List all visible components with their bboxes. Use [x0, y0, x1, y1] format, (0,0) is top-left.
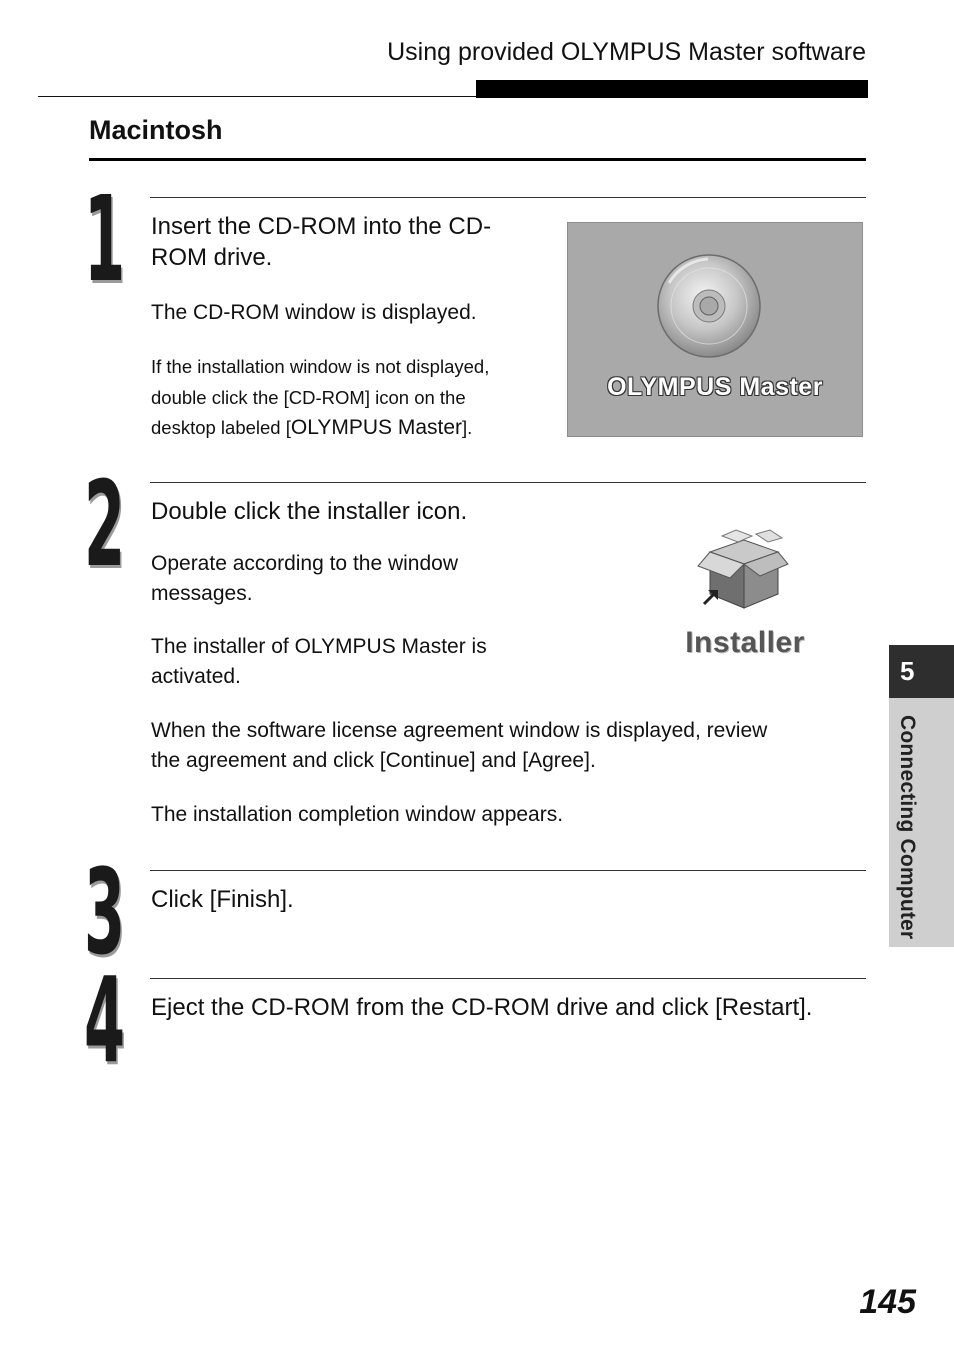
chapter-side-tab	[889, 645, 954, 947]
step-1-note-line3	[151, 413, 489, 444]
step-3-rule	[150, 870, 866, 871]
installer-icon-label: Installer	[685, 626, 805, 659]
step-1-result: The CD-ROM window is displayed.	[151, 301, 477, 324]
step-4-heading: Eject the CD-ROM from the CD-ROM drive and click [Restart].	[151, 994, 813, 1021]
cd-rom-icon-label: OLYMPUS Master	[607, 373, 823, 401]
chapter-title: Connecting Computer	[896, 715, 919, 940]
step-4-number: 4	[84, 951, 126, 1089]
running-header: Using provided OLYMPUS Master software	[387, 38, 866, 66]
step-1-heading-line1: Insert the CD-ROM into the CD-	[151, 213, 492, 240]
step-2-text-3-line2: the agreement and click [Continue] and [Agree].	[151, 749, 596, 772]
cd-rom-icon-figure	[567, 222, 863, 437]
page-number: 145	[859, 1283, 916, 1321]
step-1-number: 1	[84, 170, 126, 308]
step-2-heading: Double click the installer icon.	[151, 498, 468, 525]
installer-icon-figure	[660, 522, 830, 662]
step-1-note-line1: If the installation window is not displayed,	[151, 356, 490, 377]
step-2-text-1-line2: messages.	[151, 582, 253, 605]
section-title: Macintosh	[89, 115, 223, 145]
step-2-text-3	[151, 716, 767, 776]
step-3-heading: Click [Finish].	[151, 886, 294, 913]
step-2-text-1-line1: Operate according to the window	[151, 552, 459, 575]
section-title-rule	[89, 158, 866, 161]
step-2-text-2-line1: The installer of OLYMPUS Master is	[151, 635, 487, 658]
step-1-note-line2: double click the [CD-ROM] icon on the	[151, 386, 466, 408]
step-1-note	[151, 352, 489, 444]
header-rule-thick	[476, 80, 868, 98]
chapter-number: 5	[889, 645, 954, 698]
step-2-text-2-line2: activated.	[151, 665, 241, 688]
step-2-text-2	[151, 632, 487, 692]
step-2-text-3-line1: When the software license agreement window is displayed, review	[151, 719, 768, 742]
step-1-note-line3-label: OLYMPUS Master	[290, 416, 463, 439]
header-rule-thin	[38, 96, 478, 97]
step-1-note-line3-start: desktop labeled [	[151, 417, 291, 438]
installer-box-icon	[660, 522, 830, 622]
step-2-number: 2	[84, 455, 126, 593]
step-1-rule	[150, 197, 866, 198]
cd-disc-icon	[568, 223, 864, 373]
step-2-rule	[150, 482, 866, 483]
step-1-heading	[151, 211, 491, 273]
step-2-text-4: The installation completion window appears.	[151, 803, 564, 826]
step-4-rule	[150, 978, 866, 979]
step-3-number: 3	[84, 843, 126, 981]
step-1-note-line3-end: ].	[462, 417, 473, 438]
step-2-text-1	[151, 549, 458, 609]
step-1-heading-line2: ROM drive.	[151, 244, 273, 271]
